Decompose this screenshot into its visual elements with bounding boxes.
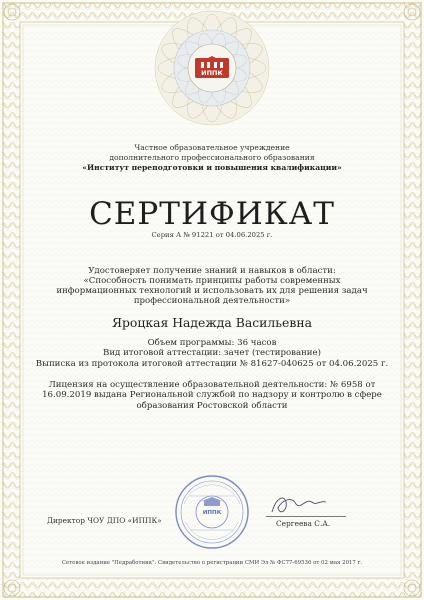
signature-line <box>266 516 346 517</box>
organization-block <box>0 143 424 173</box>
confirmation-block <box>0 266 424 306</box>
protocol-extract: Выписка из протокола итоговой аттестации № 81627-040625 от 04.06.2025 г. <box>35 358 389 369</box>
course-name: «Способность понимать принципы работы современных информационных технологий и использовать их для решения задач профессиональной деятельности» <box>56 276 368 306</box>
organization-line-1: Частное образовательное учреждение <box>134 143 290 152</box>
rosette-emblem <box>155 11 269 125</box>
stamp-label: ИППК <box>202 510 222 516</box>
certificate-title: СЕРТИФИКАТ <box>89 196 335 232</box>
series-number: Серия А № 91221 от 04.06.2025 г. <box>151 231 273 239</box>
program-volume: Объем программы: 36 часов <box>147 338 277 348</box>
footer-text: Сетевое издание "Педработник". Свидетельство о регистрации СМИ Эл № ФС77-69536 от 02 мая 2017 г. <box>61 560 363 566</box>
signer-name: Сергеева С.А. <box>276 519 331 528</box>
attestation-type: Вид итоговой аттестации: зачет (тестирование) <box>103 348 321 359</box>
director-label: Директор ЧОУ ДПО «ИППК» <box>47 516 162 525</box>
organization-line-2: дополнительного профессионального образования <box>109 153 315 162</box>
confirmation-intro: Удостоверяет получение знаний и навыков в области: <box>88 266 336 276</box>
logo-label: ИППК <box>201 69 223 77</box>
program-details <box>0 338 424 369</box>
organization-name: «Институт переподготовки и повышения квалификации» <box>82 163 342 172</box>
license-block <box>0 380 424 411</box>
license-text: Лицензия на осуществление образовательной деятельности: № 6958 от 16.09.2019 выдана Региональной службой по надзору и контролю в сфере образования Ростовской области <box>42 380 382 411</box>
recipient-name: Яроцкая Надежда Васильевна <box>111 315 313 330</box>
